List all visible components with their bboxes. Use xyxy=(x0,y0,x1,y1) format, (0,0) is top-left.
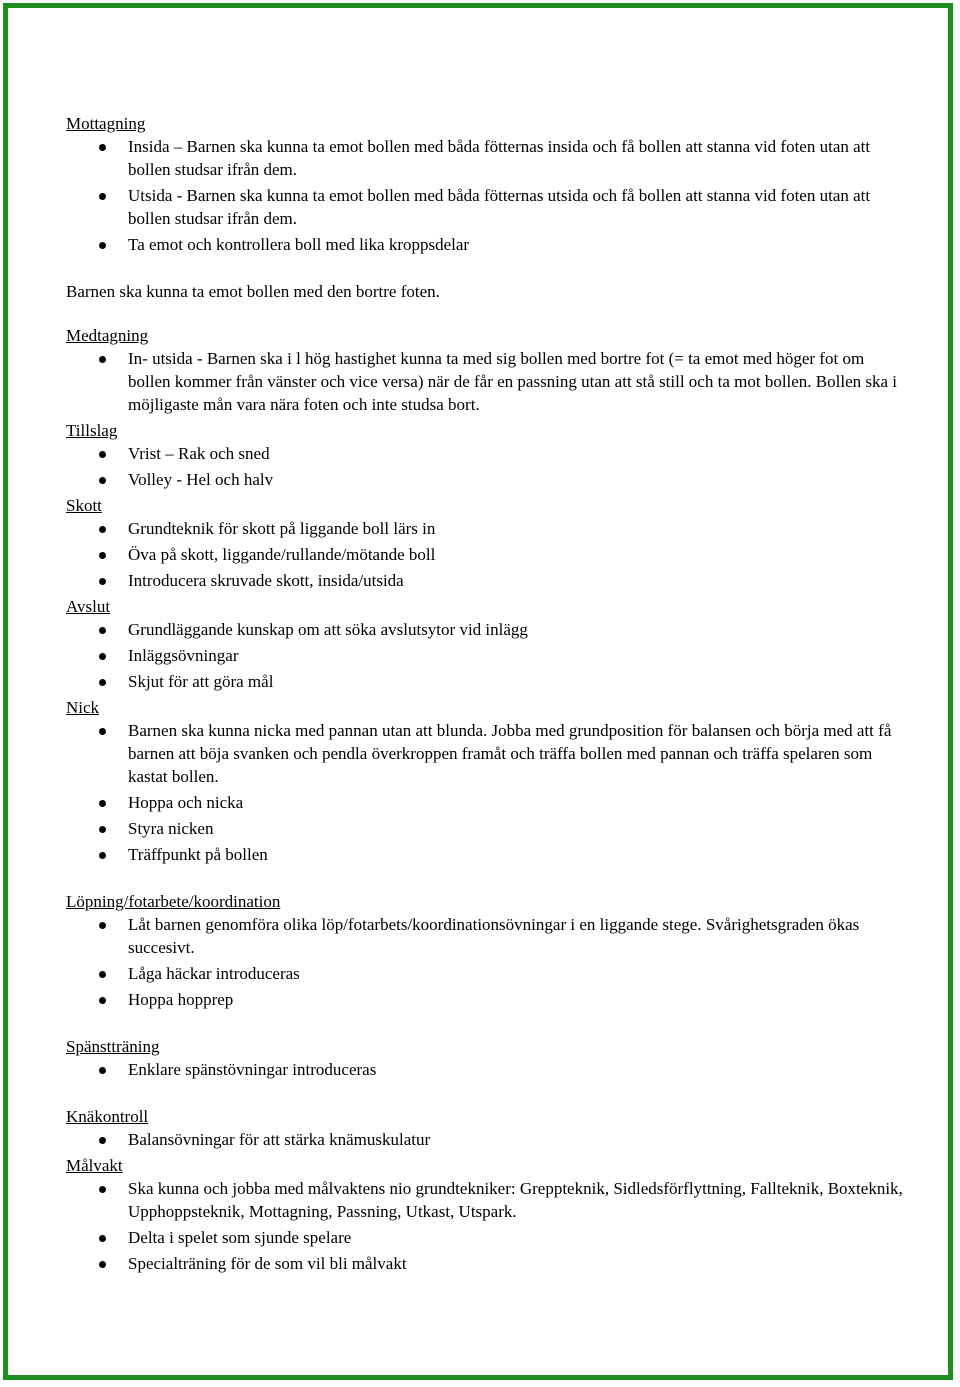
bullet-icon xyxy=(99,653,106,660)
list-item: Träffpunkt på bollen xyxy=(66,843,906,866)
list-item: Balansövningar för att stärka knämuskulatur xyxy=(66,1128,906,1151)
list-item: Låt barnen genomföra olika löp/fotarbets/koordinationsövningar i en liggande stege. Svårighetsgraden ökas succesivt. xyxy=(66,913,906,959)
list-nick xyxy=(66,719,906,866)
bullet-icon xyxy=(99,356,106,363)
list-item: Skjut för att göra mål xyxy=(66,670,906,693)
bullet-icon xyxy=(99,1235,106,1242)
list-item: Delta i spelet som sjunde spelare xyxy=(66,1226,906,1249)
list-tillslag xyxy=(66,442,906,491)
bullet-icon xyxy=(99,193,106,200)
bullet-icon xyxy=(99,679,106,686)
bullet-icon xyxy=(99,578,106,585)
list-item: Öva på skott, liggande/rullande/mötande boll xyxy=(66,543,906,566)
bullet-icon xyxy=(99,1067,106,1074)
bullet-icon xyxy=(99,971,106,978)
heading-nick: Nick xyxy=(66,698,100,717)
list-item: Hoppa och nicka xyxy=(66,791,906,814)
list-item: Ska kunna och jobba med målvaktens nio grundtekniker: Greppteknik, Sidledsförflyttning, Fallteknik, Boxteknik, Upphoppsteknik, Mottagning, Passning, Utkast, Utspark. xyxy=(66,1177,906,1223)
mottagning-note: Barnen ska kunna ta emot bollen med den bortre foten. xyxy=(66,282,440,301)
bullet-icon xyxy=(99,1137,106,1144)
document-body xyxy=(66,112,906,1278)
bullet-icon xyxy=(99,922,106,929)
heading-malvakt: Målvakt xyxy=(66,1156,123,1175)
heading-lopning: Löpning/fotarbete/koordination xyxy=(66,892,281,911)
list-item: Hoppa hopprep xyxy=(66,988,906,1011)
bullet-icon xyxy=(99,800,106,807)
list-spanstraning xyxy=(66,1058,906,1081)
list-knakontroll xyxy=(66,1128,906,1151)
bullet-icon xyxy=(99,852,106,859)
list-malvakt xyxy=(66,1177,906,1275)
list-item: Insida – Barnen ska kunna ta emot bollen med båda fötternas insida och få bollen att stanna vid foten utan att bollen studsar ifrån dem. xyxy=(66,135,906,181)
bullet-icon xyxy=(99,997,106,1004)
bullet-icon xyxy=(99,1261,106,1268)
list-item: Specialträning för de som vil bli målvakt xyxy=(66,1252,906,1275)
bullet-icon xyxy=(99,144,106,151)
bullet-icon xyxy=(99,552,106,559)
list-item: Utsida - Barnen ska kunna ta emot bollen med båda fötternas utsida och få bollen att stanna vid foten utan att bollen studsar ifrån dem. xyxy=(66,184,906,230)
list-skott xyxy=(66,517,906,592)
bullet-icon xyxy=(99,451,106,458)
list-item: Ta emot och kontrollera boll med lika kroppsdelar xyxy=(66,233,906,256)
list-item: In- utsida - Barnen ska i l hög hastighet kunna ta med sig bollen med bortre fot (= ta emot med höger fot om bollen kommer från vänster och vice versa) när de får en passning utan att stå still och ta mot bollen. Bollen ska i möjligaste mån vara nära foten och inte studsa bort. xyxy=(66,347,906,416)
heading-knakontroll: Knäkontroll xyxy=(66,1107,149,1126)
list-medtagning xyxy=(66,347,906,416)
heading-tillslag: Tillslag xyxy=(66,421,118,440)
list-item: Barnen ska kunna nicka med pannan utan att blunda. Jobba med grundposition för balansen och börja med att få barnen att böja svanken och pendla överkroppen framåt och träffa bollen med pannan och träffa spelaren som kastat bollen. xyxy=(66,719,906,788)
list-item: Introducera skruvade skott, insida/utsida xyxy=(66,569,906,592)
list-item: Grundläggande kunskap om att söka avslutsytor vid inlägg xyxy=(66,618,906,641)
list-item: Vrist – Rak och sned xyxy=(66,442,906,465)
heading-skott: Skott xyxy=(66,496,102,515)
list-avslut xyxy=(66,618,906,693)
bullet-icon xyxy=(99,1186,106,1193)
heading-mottagning: Mottagning xyxy=(66,114,146,133)
list-item: Styra nicken xyxy=(66,817,906,840)
bullet-icon xyxy=(99,242,106,249)
heading-medtagning: Medtagning xyxy=(66,326,149,345)
bullet-icon xyxy=(99,526,106,533)
heading-spanstraning: Spänstträning xyxy=(66,1037,160,1056)
bullet-icon xyxy=(99,728,106,735)
list-item: Inläggsövningar xyxy=(66,644,906,667)
list-lopning xyxy=(66,913,906,1011)
list-item: Grundteknik för skott på liggande boll lärs in xyxy=(66,517,906,540)
bullet-icon xyxy=(99,627,106,634)
heading-avslut: Avslut xyxy=(66,597,111,616)
list-item: Volley - Hel och halv xyxy=(66,468,906,491)
list-mottagning xyxy=(66,135,906,256)
bullet-icon xyxy=(99,826,106,833)
bullet-icon xyxy=(99,477,106,484)
list-item: Enklare spänstövningar introduceras xyxy=(66,1058,906,1081)
list-item: Låga häckar introduceras xyxy=(66,962,906,985)
